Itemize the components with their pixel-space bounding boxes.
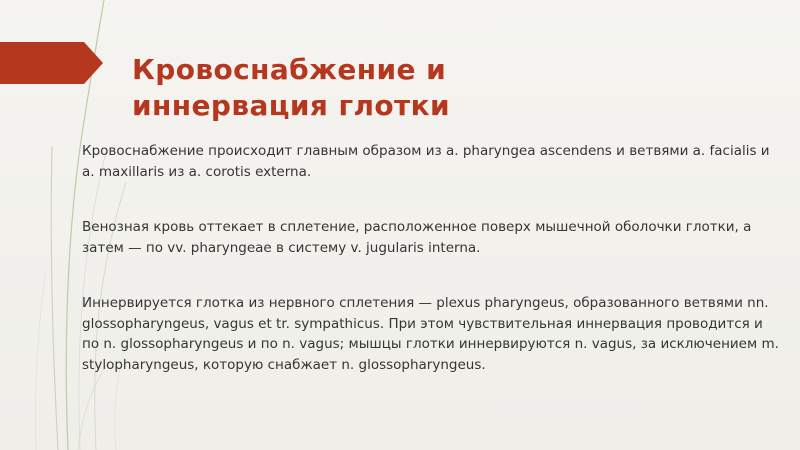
- slide-content: [82, 141, 780, 375]
- title-banner-icon: [0, 42, 103, 84]
- venous-drainage-paragraph: Венозная кровь оттекает в сплетение, расположенное поверх мышечной оболочки глотки, а затем — по vv. pharyngeae в систему v. jugularis interna.: [82, 219, 752, 256]
- slide-title: [132, 52, 752, 124]
- blood-supply-paragraph: Кровоснабжение происходит главным образом из a. pharyngea ascendens и ветвями a. facialis и a. maxillaris из a. corotis externa.: [82, 143, 770, 180]
- slide-title-line-2: иннервация глотки: [132, 89, 451, 122]
- slide-title-line-1: Кровоснабжение и: [132, 53, 447, 86]
- innervation-paragraph: Иннервируется глотка из нервного сплетения — plexus pharyngeus, образованного ветвями nn. glossopharyngeus, vagus et tr. sympathicus. При этом чувствительная иннервация проводится и по n. glossopharyngeus и по n. vagus; мышцы глотки иннервируются n. vagus, за исключением m. stylopharyngeus, которую снабжает n. glossopharyngeus.: [82, 295, 779, 373]
